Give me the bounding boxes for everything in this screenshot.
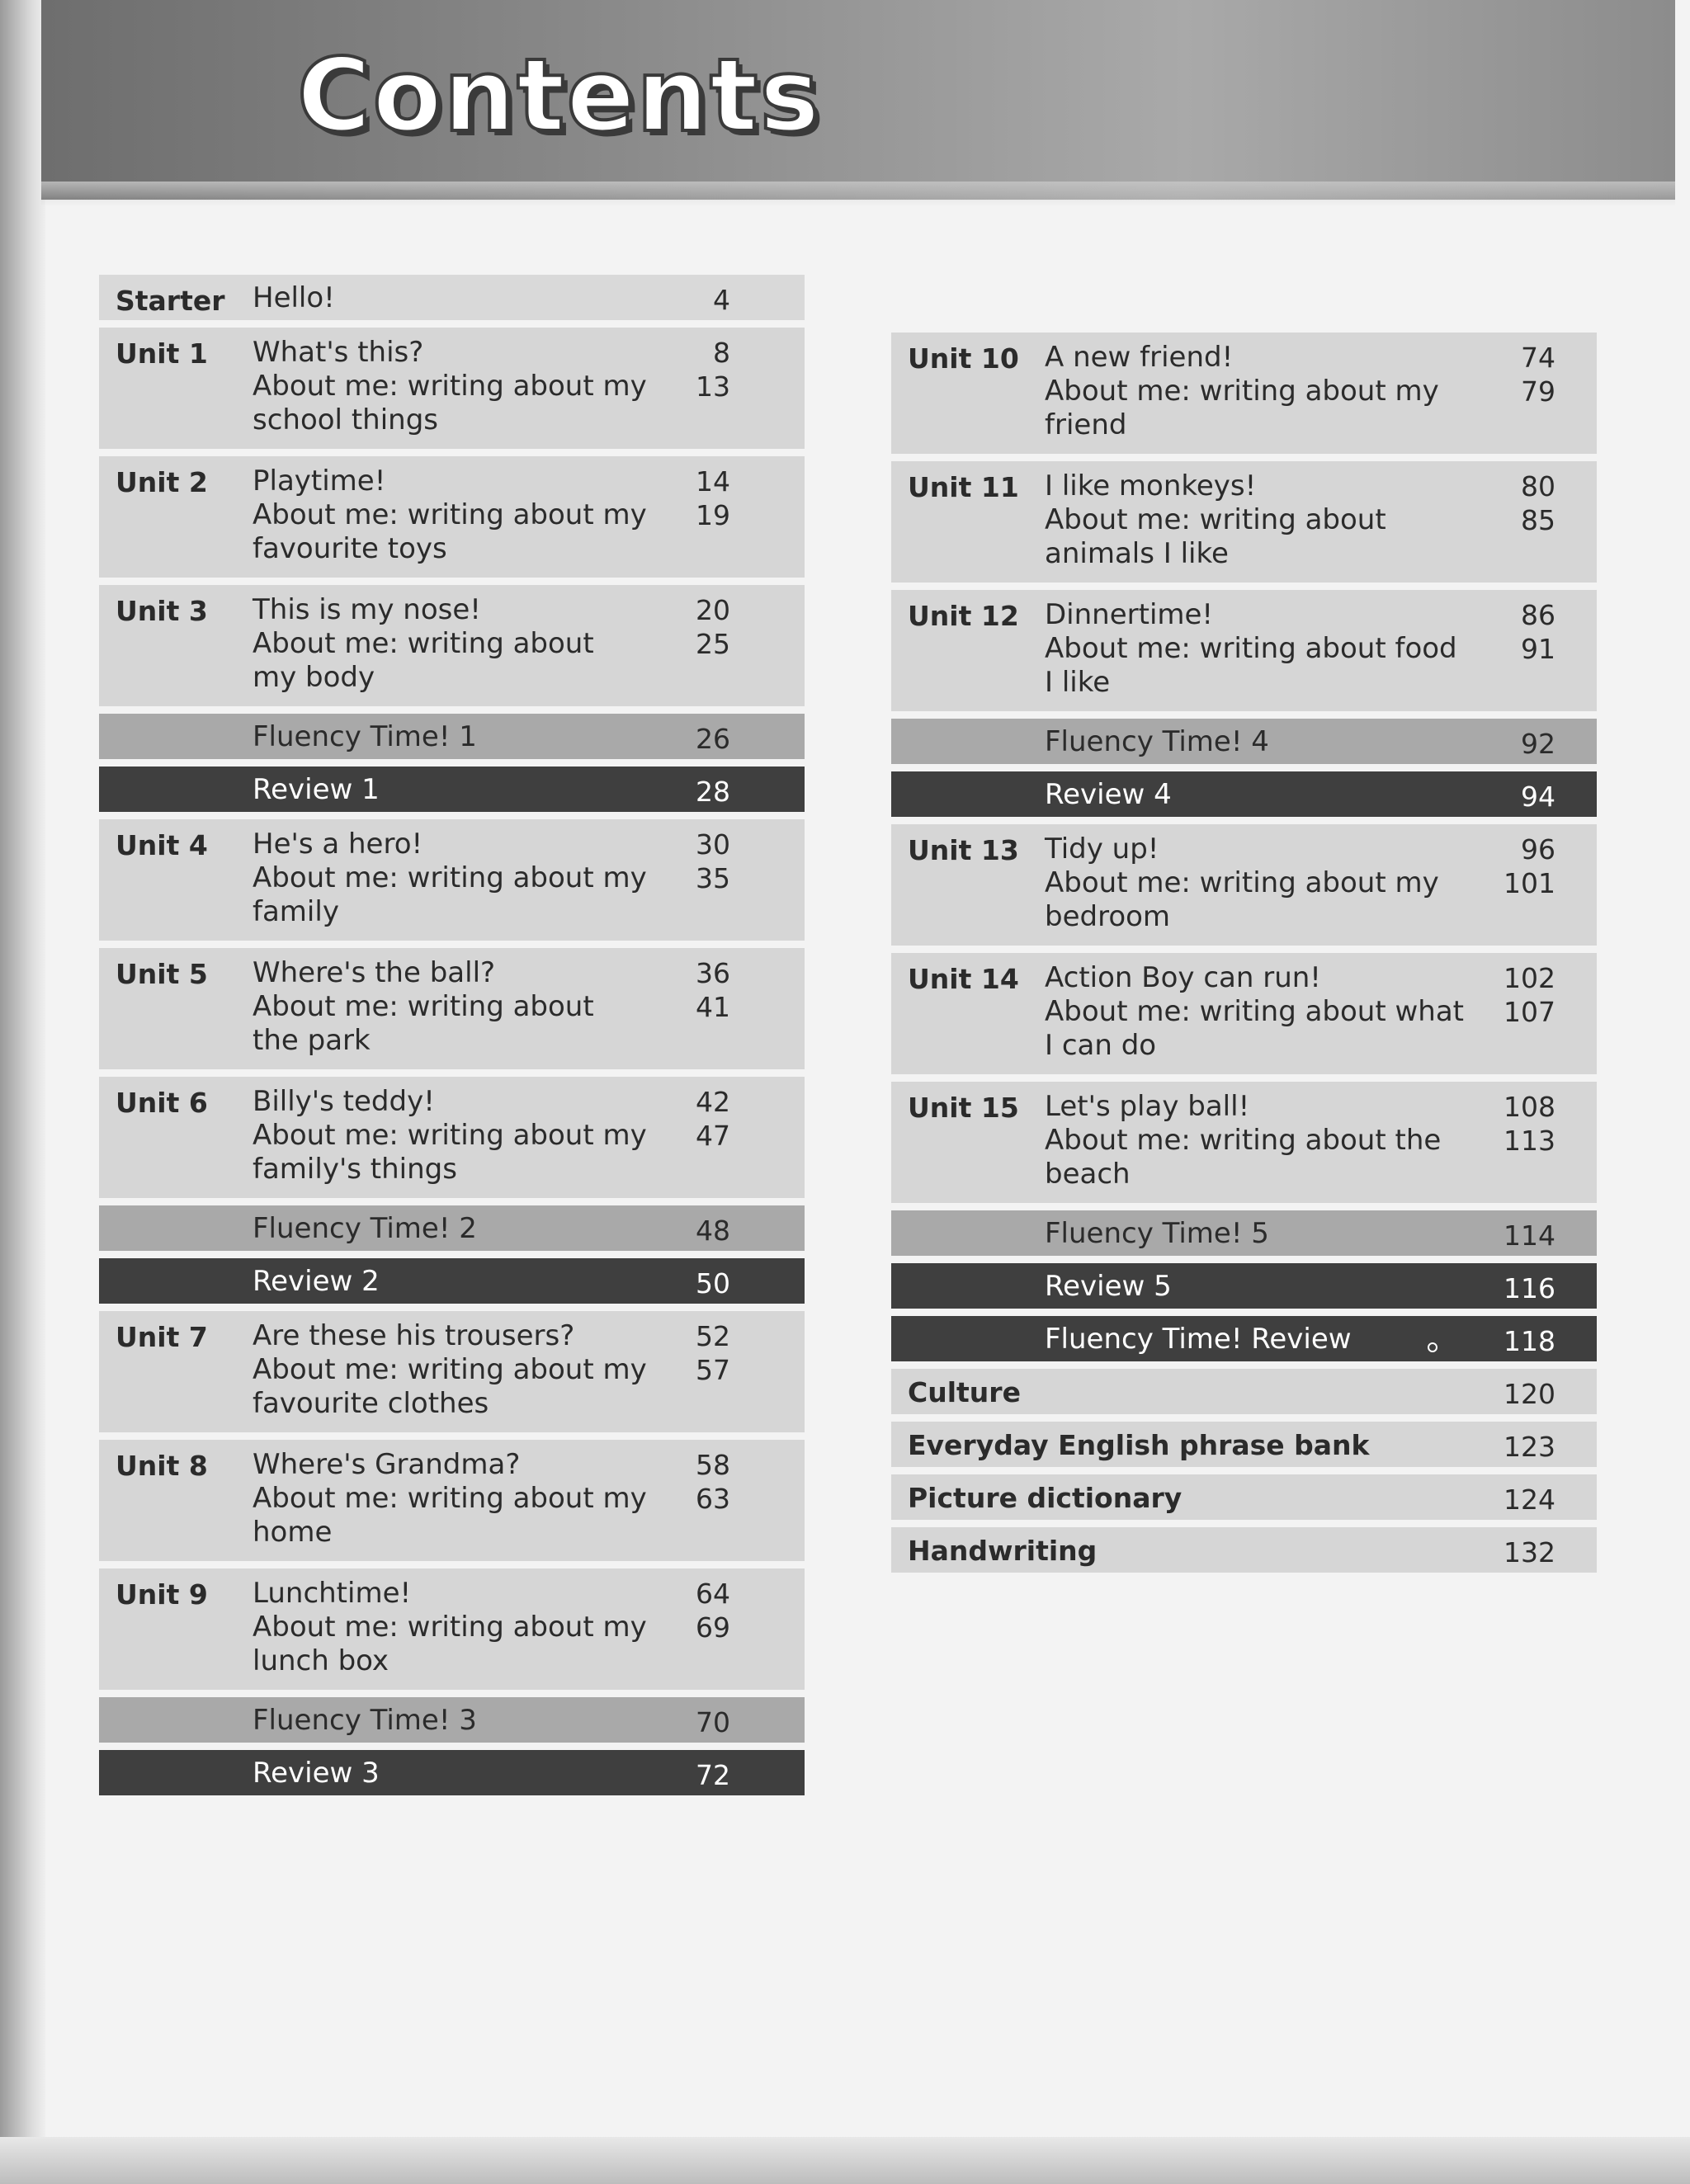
page-numbers: [1504, 833, 1555, 900]
entry-titles: [1045, 1090, 1474, 1191]
contents-row-unit[interactable]: [99, 1311, 805, 1432]
page-number: 120: [1504, 1378, 1555, 1410]
entry-title-line: About me: writing about what: [1045, 995, 1465, 1028]
contents-row-fluency[interactable]: [891, 1210, 1597, 1256]
entry-title: Fluency Time! Review: [1045, 1323, 1352, 1356]
page-number: 57: [696, 1354, 730, 1386]
contents-row-unit[interactable]: [99, 1440, 805, 1561]
page-number: 69: [696, 1611, 730, 1644]
entry-title-line: Action Boy can run!: [1045, 961, 1321, 994]
entry-title-line: family: [253, 895, 339, 928]
entry-title-line: the park: [253, 1024, 371, 1057]
unit-label: Unit 4: [116, 829, 208, 861]
page-numbers: [696, 1758, 730, 1792]
entry-title-line: About me: writing about my: [253, 1611, 647, 1644]
entry-title-line: He's a hero!: [253, 828, 423, 861]
page-numbers: [1504, 1271, 1555, 1305]
entry-title: Review 5: [1045, 1270, 1172, 1303]
entry-title-line: About me: writing about: [253, 990, 594, 1023]
page-number: 132: [1504, 1536, 1555, 1568]
page-numbers: [696, 1319, 730, 1387]
contents-row-unit[interactable]: [891, 824, 1597, 946]
entry-title-line: I like: [1045, 666, 1111, 699]
page-numbers: [1521, 727, 1555, 761]
page-numbers: [1504, 961, 1555, 1029]
contents-row-review[interactable]: [891, 771, 1597, 817]
entry-title-line: About me: writing about my: [253, 498, 647, 531]
entry-titles: [253, 828, 682, 929]
page-number: 80: [1521, 470, 1555, 502]
entry-title: Fluency Time! 3: [253, 1704, 477, 1737]
entry-title-line: About me: writing about my: [253, 1353, 647, 1386]
page-number: 91: [1521, 633, 1555, 665]
entry-title: Hello!: [253, 281, 335, 314]
page-binding-shadow: [0, 0, 45, 2184]
contents-row-fluency[interactable]: [99, 1205, 805, 1251]
entry-title-line: lunch box: [253, 1644, 389, 1677]
page-number: 86: [1521, 599, 1555, 631]
page-numbers: [1504, 1483, 1555, 1517]
page-number: 48: [696, 1215, 730, 1247]
entry-title-line: Playtime!: [253, 465, 386, 498]
contents-row-unit[interactable]: [99, 456, 805, 578]
contents-right-column: [891, 333, 1597, 1580]
page-numbers: [696, 1267, 730, 1300]
contents-row-review[interactable]: [99, 1258, 805, 1304]
page-number: 96: [1521, 833, 1555, 866]
entry-title-line: Where's Grandma?: [253, 1448, 521, 1481]
entry-title-line: friend: [1045, 408, 1127, 441]
page-number: 26: [696, 723, 730, 755]
page-bottom-shadow: [0, 2137, 1690, 2184]
page-numbers: [1504, 1535, 1555, 1569]
contents-row-misc[interactable]: [891, 1474, 1597, 1520]
page-number: 74: [1521, 342, 1555, 374]
entry-title: Review 4: [1045, 778, 1172, 811]
entry-title: Fluency Time! 4: [1045, 725, 1269, 758]
entry-titles: [1045, 598, 1474, 700]
page-numbers: [1521, 780, 1555, 814]
entry-titles: [253, 1577, 682, 1678]
entry-title-line: What's this?: [253, 336, 424, 369]
entry-title-line: bedroom: [1045, 900, 1171, 933]
entry-title: Fluency Time! 5: [1045, 1217, 1269, 1250]
small-circle-mark: [1428, 1342, 1437, 1352]
page-number: 64: [696, 1578, 730, 1610]
page-numbers: [1504, 1324, 1555, 1358]
entry-title-line: About me: writing about my: [1045, 866, 1439, 899]
entry-title-line: family's things: [253, 1153, 457, 1186]
page-number: 72: [696, 1759, 730, 1791]
unit-label: Unit 2: [116, 466, 208, 498]
entry-title-line: favourite toys: [253, 532, 447, 565]
page-number: 41: [696, 991, 730, 1023]
page-numbers: [1521, 469, 1555, 537]
page-number: 123: [1504, 1431, 1555, 1463]
page-number: 85: [1521, 504, 1555, 536]
entry-titles: [1045, 833, 1474, 934]
page-numbers: [696, 828, 730, 895]
entry-title: Culture: [908, 1376, 1021, 1408]
entry-title-line: Where's the ball?: [253, 956, 496, 989]
contents-row-unit[interactable]: [99, 819, 805, 941]
page-numbers: [713, 283, 730, 317]
contents-row-unit[interactable]: [99, 328, 805, 449]
contents-row-unit[interactable]: [891, 333, 1597, 454]
page-numbers: [696, 593, 730, 661]
page-number: 108: [1504, 1091, 1555, 1123]
header-fade: [41, 182, 1675, 206]
entry-titles: [1045, 341, 1474, 442]
page-number: 92: [1521, 728, 1555, 760]
unit-label: Unit 8: [116, 1450, 208, 1482]
page-number: 36: [696, 957, 730, 989]
contents-row-review[interactable]: [99, 767, 805, 812]
page-number: 14: [696, 465, 730, 498]
entry-title: Everyday English phrase bank: [908, 1429, 1370, 1461]
page-number: 35: [696, 862, 730, 894]
entry-title-line: Tidy up!: [1045, 833, 1159, 866]
entry-title-line: About me: writing about food: [1045, 632, 1457, 665]
entry-title-line: About me: writing about my: [253, 861, 647, 894]
page-number: 28: [696, 776, 730, 808]
entry-title-line: favourite clothes: [253, 1387, 489, 1420]
header-banner: [41, 0, 1675, 200]
contents-row-fluency[interactable]: [99, 1697, 805, 1743]
unit-label: Starter: [116, 285, 225, 317]
entry-title-line: Lunchtime!: [253, 1577, 412, 1610]
entry-title-line: Are these his trousers?: [253, 1319, 575, 1352]
entry-title-line: home: [253, 1516, 333, 1549]
entry-title-line: Billy's teddy!: [253, 1085, 435, 1118]
page-number: 20: [696, 594, 730, 626]
page-number: 8: [713, 337, 730, 369]
entry-title: Review 1: [253, 773, 380, 806]
page-numbers: [1521, 598, 1555, 666]
page-number: 101: [1504, 867, 1555, 899]
page-number: 50: [696, 1267, 730, 1300]
entry-title-line: About me: writing about: [253, 627, 594, 660]
page-numbers: [696, 1448, 730, 1516]
entry-title-line: About me: writing about my: [253, 1482, 647, 1515]
entry-title: Picture dictionary: [908, 1482, 1183, 1514]
unit-label: Unit 9: [116, 1578, 208, 1611]
entry-title-line: This is my nose!: [253, 593, 481, 626]
page-numbers: [696, 1085, 730, 1153]
page-number: 25: [696, 628, 730, 660]
page-number: 107: [1504, 996, 1555, 1028]
page-number: 118: [1504, 1325, 1555, 1357]
page-number: 94: [1521, 781, 1555, 813]
contents-left-column: [99, 275, 805, 1803]
entry-titles: [253, 593, 682, 695]
page-number: 4: [713, 284, 730, 316]
entry-title: Review 3: [253, 1757, 380, 1790]
page-number: 63: [696, 1483, 730, 1515]
page-number: 52: [696, 1320, 730, 1352]
page-number: 30: [696, 828, 730, 861]
page-number: 79: [1521, 375, 1555, 408]
page-number: 124: [1504, 1484, 1555, 1516]
entry-title-line: school things: [253, 403, 438, 436]
contents-row-review[interactable]: [891, 1316, 1597, 1361]
entry-title: Fluency Time! 2: [253, 1212, 477, 1245]
entry-title-line: I can do: [1045, 1029, 1157, 1062]
unit-label: Unit 7: [116, 1321, 208, 1353]
page-number: 116: [1504, 1272, 1555, 1304]
entry-title-line: About me: writing about: [1045, 503, 1386, 536]
page-numbers: [696, 956, 730, 1024]
contents-row-unit[interactable]: [99, 585, 805, 706]
page-title: Contents: [297, 37, 822, 154]
entry-title-line: A new friend!: [1045, 341, 1234, 374]
page-numbers: [696, 722, 730, 756]
contents-row-review[interactable]: [891, 1263, 1597, 1309]
page-number: 42: [696, 1086, 730, 1118]
entry-titles: [1045, 469, 1474, 571]
page-number: 47: [696, 1120, 730, 1152]
contents-row-fluency[interactable]: [891, 719, 1597, 764]
page-numbers: [1504, 1377, 1555, 1411]
entry-title-line: Let's play ball!: [1045, 1090, 1250, 1123]
entry-title-line: About me: writing about my: [253, 370, 647, 403]
entry-title-line: About me: writing about the: [1045, 1124, 1442, 1157]
entry-titles: [253, 1448, 682, 1550]
contents-row-unit[interactable]: [891, 461, 1597, 583]
entry-title-line: beach: [1045, 1158, 1131, 1191]
entry-title-line: About me: writing about my: [1045, 375, 1439, 408]
page-numbers: [1504, 1430, 1555, 1464]
page-numbers: [1504, 1219, 1555, 1252]
entry-title-line: About me: writing about my: [253, 1119, 647, 1152]
unit-label: Unit 1: [116, 337, 208, 370]
entry-titles: [1045, 961, 1474, 1063]
entry-title-line: Dinnertime!: [1045, 598, 1214, 631]
contents-row-review[interactable]: [99, 1750, 805, 1795]
page-numbers: [696, 1214, 730, 1248]
contents-row-unit[interactable]: [99, 1077, 805, 1198]
unit-label: Unit 15: [908, 1092, 1019, 1124]
contents-row-misc[interactable]: [891, 1422, 1597, 1467]
unit-label: Unit 11: [908, 471, 1019, 503]
page-numbers: [1521, 341, 1555, 408]
contents-row-starter[interactable]: [99, 275, 805, 320]
entry-title-line: animals I like: [1045, 537, 1229, 570]
unit-label: Unit 13: [908, 834, 1019, 866]
page-number: 102: [1504, 962, 1555, 994]
contents-row-misc[interactable]: [891, 1369, 1597, 1414]
page-number: 70: [696, 1706, 730, 1738]
entry-titles: [253, 1085, 682, 1186]
page-number: 114: [1504, 1219, 1555, 1252]
entry-titles: [253, 465, 682, 566]
page-numbers: [696, 775, 730, 809]
unit-label: Unit 6: [116, 1087, 208, 1119]
page-numbers: [696, 1705, 730, 1739]
page-number: 58: [696, 1449, 730, 1481]
page-numbers: [1504, 1090, 1555, 1158]
contents-row-unit[interactable]: [99, 1568, 805, 1690]
entry-title: Handwriting: [908, 1535, 1098, 1567]
entry-title: Fluency Time! 1: [253, 720, 477, 753]
entry-titles: [253, 336, 682, 437]
contents-row-fluency[interactable]: [99, 714, 805, 759]
page-number: 19: [696, 499, 730, 531]
contents-row-unit[interactable]: [99, 948, 805, 1069]
page-number: 113: [1504, 1125, 1555, 1157]
entry-titles: [253, 956, 682, 1058]
unit-label: Unit 12: [908, 600, 1019, 632]
page-numbers: [696, 465, 730, 532]
unit-label: Unit 3: [116, 595, 208, 627]
entry-title: Review 2: [253, 1265, 380, 1298]
page-number: 13: [696, 370, 730, 403]
entry-titles: [253, 1319, 682, 1421]
unit-label: Unit 10: [908, 342, 1019, 375]
contents-row-misc[interactable]: [891, 1527, 1597, 1573]
unit-label: Unit 5: [116, 958, 208, 990]
page-numbers: [696, 336, 730, 403]
contents-row-unit[interactable]: [891, 590, 1597, 711]
page-numbers: [696, 1577, 730, 1644]
unit-label: Unit 14: [908, 963, 1019, 995]
entry-title-line: my body: [253, 661, 375, 694]
contents-row-unit[interactable]: [891, 1082, 1597, 1203]
entry-title-line: I like monkeys!: [1045, 469, 1257, 502]
contents-row-unit[interactable]: [891, 953, 1597, 1074]
